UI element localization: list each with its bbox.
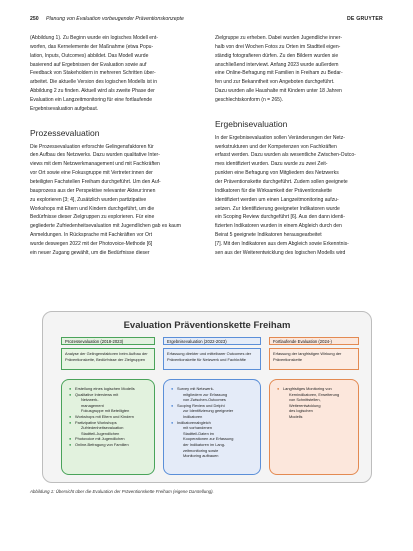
publisher-brand: DE GRUYTER xyxy=(346,16,383,22)
text-line: Anmeldungen. In Rücksprache mit Fachkräften vor Ort xyxy=(30,232,153,239)
method-subtext: management xyxy=(81,402,104,408)
method-subtext: Weiterentwicklung xyxy=(289,402,321,408)
heading-ergebnisevaluation: Ergebnisevaluation xyxy=(215,118,288,129)
text-line: anschließend interviewt. Anfang 2023 wurde außerdem xyxy=(215,61,339,68)
bullet-icon: ● xyxy=(69,386,72,391)
method-subtext: zeitmonitoring sowie xyxy=(183,447,219,453)
text-line: Dazu wurden alle Haushalte mit Kindern unter 18 Jahren xyxy=(215,88,342,95)
method-subtext: Netzwerk- xyxy=(81,397,99,403)
text-line: punkten eine Befragung von Mitgliedern des Netzwerks xyxy=(215,170,339,177)
phase-header-fortlaufend: Fortlaufende Evaluation (2024-) xyxy=(269,337,359,345)
text-line: fizierten Indikatoren wurden in einem Abgleich durch den xyxy=(215,223,342,230)
text-line: wurde deswegen 2022 mit der Photovoice-Methode [6] xyxy=(30,240,153,247)
method-subtext: mit vorhandenen xyxy=(183,425,212,431)
text-line: views mit dem Netzwerkmanagement und mit Fachkräften xyxy=(30,161,160,168)
bullet-icon: ● xyxy=(171,402,174,408)
method-subtext: zur Identifizierung geeigneter xyxy=(183,408,234,414)
method-subtext: Zufriedenheitsevaluation xyxy=(81,425,124,431)
text-line: (Abbildung 1). Zu Beginn wurde ein logisches Modell ent- xyxy=(30,35,158,41)
method-subtext: Monitoring aufbauen xyxy=(183,453,219,459)
left-column xyxy=(30,34,200,258)
method-text: Workshops mit Eltern und Kindern xyxy=(75,413,134,419)
text-line: ständig fotografieren dürfen. Zu den Bildern wurden sie xyxy=(215,52,339,59)
text-line: Feedback von Stakeholdern in mehreren Schritten über- xyxy=(30,70,156,77)
text-line: Beirat 5 geeignete Indikatoren herausgearbeitet xyxy=(215,232,322,239)
text-line: fen und zur Bekanntheit von Angeboten durchgeführt. xyxy=(215,79,335,86)
text-line: arbeitet. Die aktuelle Version des logischen Modells ist in xyxy=(30,79,158,86)
page-number: 250 xyxy=(30,16,39,22)
phase-desc-fortlaufend: Erfassung der langfristigen Wirkung der Präventionskette xyxy=(269,348,359,370)
text-line: lation, Inputs, Outcomes) abbildet. Das Modell wurde xyxy=(30,52,149,59)
method-subtext: von Zwischen-Outcomes xyxy=(183,397,226,403)
method-item xyxy=(171,403,257,420)
text-line: Evaluation ein Langzeitmonitoring für eine fortlaufende xyxy=(30,96,153,103)
text-line: Zielgruppe zu erheben. Dabei wurden Jugendliche inner- xyxy=(215,35,343,41)
phase-methods-fortlaufend xyxy=(269,379,359,475)
bullet-icon: ● xyxy=(69,413,72,419)
text-line: Abbildung 2 zu finden. Aktuell wird als zweite Phase der xyxy=(30,88,155,95)
text-line: In der Ergebnisevaluation sollen Veränderungen der Netz- xyxy=(215,134,345,141)
text-line: ein Scoping Review durchgeführt [6]. Aus den dann identi- xyxy=(215,214,345,221)
text-line: der Präventionskette durchgeführt. Zudem sollen geeignete xyxy=(215,178,348,185)
phase-header-ergebnis: Ergebnisevaluation (2022-2023) xyxy=(163,337,261,345)
text-line: eine Online-Befragung mit Familien in Freiham zu Bedar- xyxy=(215,70,343,77)
bullet-icon: ● xyxy=(277,386,280,391)
method-subtext: Stadtteil-Daten im xyxy=(183,430,214,436)
phase-methods-prozess xyxy=(61,379,155,475)
text-line: beteiligten Fachstellen Freiham durchgeführt. Um den Auf- xyxy=(30,178,161,185)
method-text: Partizipative Workshops xyxy=(75,419,117,425)
text-line: basierend auf Ergebnissen der Evaluation sowie auf xyxy=(30,61,147,68)
phase-methods-ergebnis xyxy=(163,379,261,475)
text-line: sen aus der Weiterentwicklung des logischen Modells wird xyxy=(215,249,346,256)
phase-header-prozess: Prozessevaluation (2018-2023) xyxy=(61,337,155,345)
method-subtext: Modells xyxy=(289,413,303,419)
method-subtext: Stadtteil-Jugendlichen xyxy=(81,430,120,436)
method-subtext: Kernindikatoren, Erweiterung xyxy=(289,391,340,397)
text-line: geschlechtskonform (n = 265). xyxy=(215,96,284,103)
text-line: bauprozess aus der Perspektive relevanter Akteur:innen xyxy=(30,187,156,194)
evaluation-figure xyxy=(42,311,372,483)
text-line: halb von drei Wochen Fotos zu Orten im Stadtteil eigen- xyxy=(215,43,341,50)
bullet-icon: ● xyxy=(171,386,174,391)
text-line: ein neuer Zugang gewählt, um die Bedürfnisse dieser xyxy=(30,249,150,256)
method-text: Indikatorenabgleich xyxy=(177,419,211,425)
text-line: werkstrukturen und der Kompetenzen von Fachkräften xyxy=(215,143,337,150)
bullet-icon: ● xyxy=(69,419,72,425)
method-text: Survey mit Netzwerk- xyxy=(177,386,214,391)
text-line: setzen. Zur Identifizierung geeigneter Indikatoren wurde xyxy=(215,205,340,212)
text-line: erfasst werden. Dazu wurden als wesentliche Zwischen-Outco- xyxy=(215,152,356,159)
method-item xyxy=(171,386,257,403)
right-paragraph-1 xyxy=(215,34,385,105)
text-line: identifiziert werden um einen Langzeitmonitoring aufzu- xyxy=(215,196,339,203)
bullet-icon: ● xyxy=(171,419,174,425)
figure-title: Evaluation Präventionskette Freiham xyxy=(123,320,291,331)
method-item xyxy=(277,386,355,420)
text-line: zu explorieren [3; 4], Zusätzlich wurden partizipative xyxy=(30,196,147,203)
method-item xyxy=(171,420,257,459)
text-line: Ergebnisevaluation aufgebaut. xyxy=(30,105,99,112)
method-subtext: Indikatoren xyxy=(183,413,203,419)
figure-caption: Abbildung 1: Übersicht über die Evaluation der Präventionskette Freiham (eigene Darstellung). xyxy=(30,489,214,494)
text-line: vor Ort sowie eine Fokusgruppe mit Vertreter:innen der xyxy=(30,170,153,177)
method-subtext: des logischen xyxy=(289,408,313,414)
page-header xyxy=(30,14,383,24)
method-item xyxy=(69,442,151,448)
bullet-icon: ● xyxy=(69,436,72,442)
bullet-icon: ● xyxy=(69,391,72,397)
method-text: Erstellung eines logischen Modells xyxy=(75,386,135,391)
text-line: [7]. Mit den Indikatoren aus dem Abgleich sowie Erkenntnis- xyxy=(215,240,349,247)
left-paragraph-1 xyxy=(30,34,200,114)
method-subtext: der Indikatoren im Lang- xyxy=(183,441,226,447)
method-subtext: Kooperationen zur Erfassung xyxy=(183,436,234,442)
method-text: Online-Befragung von Familien xyxy=(75,441,129,447)
text-line: Bedürfnisse dieser Zielgruppen zu explorieren. Für eine xyxy=(30,214,155,221)
method-text: Qualitative Interviews mit xyxy=(75,391,119,397)
method-item xyxy=(69,392,151,414)
method-item xyxy=(69,420,151,437)
text-line: mes identifiziert wurden. Dazu wurde zu zwei Zeit- xyxy=(215,161,328,168)
text-line: gegliederte Zufriedenheitsevaluation mit Jugendlichen gab es kaum xyxy=(30,223,181,230)
phase-desc-ergebnis: Erfassung direkter und mittelbarer Outcomes der Präventionskette für Netzwerk und Fachkräfte xyxy=(163,348,261,370)
left-paragraph-2 xyxy=(30,143,200,258)
method-text: Photovoice mit Jugendlichen xyxy=(75,436,125,442)
right-paragraph-2 xyxy=(215,134,385,258)
right-column xyxy=(215,34,385,258)
text-line: worfen, das Kernelemente der Maßnahme (etwa Popu- xyxy=(30,43,154,50)
text-line: Workshops mit Eltern und Kindern durchgeführt, um die xyxy=(30,205,155,212)
text-line: den Aufbau des Netzwerks. Dazu wurden qualitative Inter- xyxy=(30,152,160,159)
heading-prozessevaluation: Prozessevaluation xyxy=(30,127,100,138)
method-text: Langfristiges Monitoring von xyxy=(283,386,332,391)
text-line: Die Prozessevaluation erforschte Gelingensfaktoren für xyxy=(30,143,154,150)
phase-desc-prozess: Analyse der Gelingensfaktoren beim Aufbau der Präventionskette, Bedürfnisse der Zielgruppen xyxy=(61,348,155,370)
running-title: Planung von Evaluation vorbeugender Präventionskonzepte xyxy=(46,16,184,22)
bullet-icon: ● xyxy=(69,441,72,447)
method-subtext: mitgliedern zur Erfassung xyxy=(183,391,228,397)
method-subtext: Fokusgruppe mit Beteiligten xyxy=(81,408,130,414)
text-line: Indikatoren für die Wirksamkeit der Präventionskette xyxy=(215,187,332,194)
method-text: Scoping Review und Delphi xyxy=(177,402,225,408)
method-subtext: von Schnittstellen, xyxy=(289,397,321,403)
